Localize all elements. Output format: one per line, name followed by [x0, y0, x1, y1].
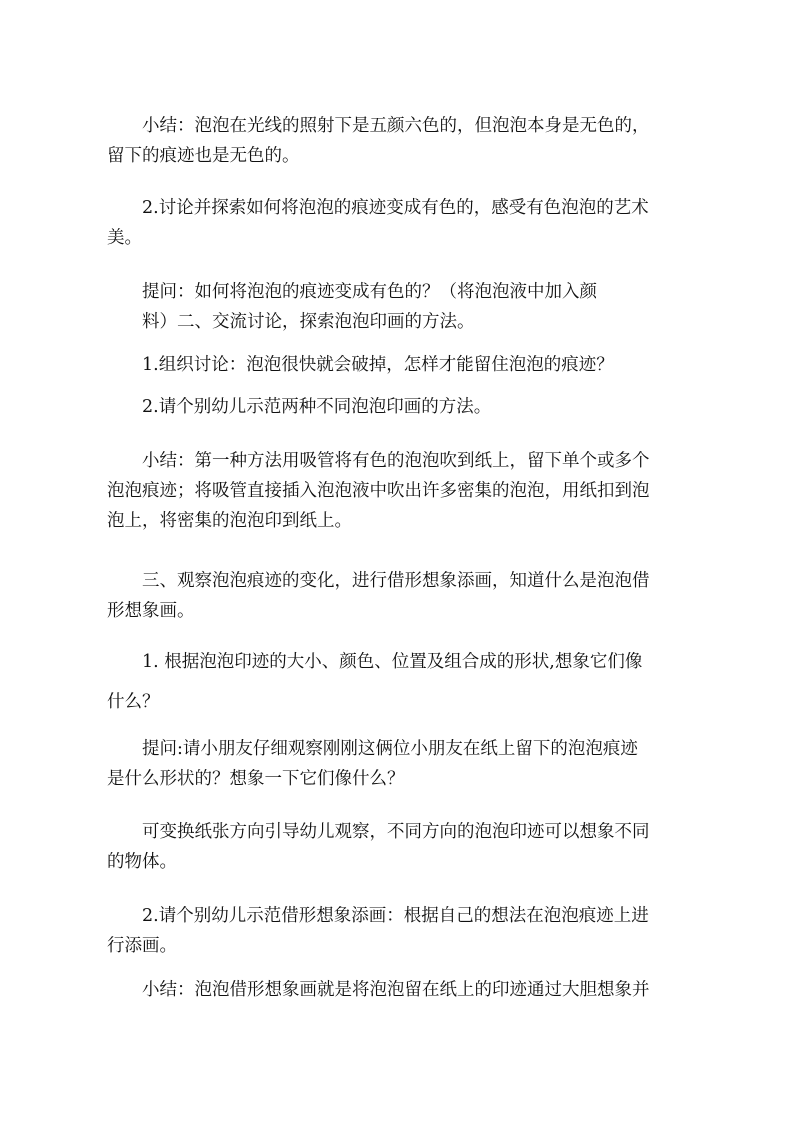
- text-line: 行添画。: [107, 936, 177, 956]
- text-line: 泡上，将密集的泡泡印到纸上。: [107, 511, 352, 531]
- text-line: 2.请个别幼儿示范借形想象添画：根据自己的想法在泡泡痕迹上进: [142, 906, 649, 926]
- text-line: 料）二、交流讨论，探索泡泡印画的方法。: [142, 312, 475, 332]
- paragraph-demo-drawing: [107, 901, 697, 961]
- text-line: 提问：如何将泡泡的痕迹变成有色的？（将泡泡液中加入颜: [142, 282, 597, 302]
- text-line: 小结：第一种方法用吸管将有色的泡泡吹到纸上，留下单个或多个: [142, 451, 650, 471]
- paragraph-section-three: [107, 566, 697, 626]
- text-line: 的物体。: [107, 852, 177, 872]
- text-line: 形想象画。: [107, 601, 195, 621]
- text-line: 2.请个别幼儿示范两种不同泡泡印画的方法。: [142, 397, 492, 417]
- text-line: 三、观察泡泡痕迹的变化，进行借形想象添画，知道什么是泡泡借: [142, 571, 650, 591]
- paragraph-organize-discussion: [107, 350, 697, 380]
- paragraph-summary-methods: [107, 446, 697, 536]
- paragraph-imagine-shapes: [107, 642, 697, 722]
- paragraph-paper-direction: [107, 817, 697, 877]
- text-line: 什么？: [107, 692, 160, 712]
- paragraph-discussion-2: [107, 193, 697, 253]
- text-line: 美。: [107, 228, 142, 248]
- text-line: 泡泡痕迹；将吸管直接插入泡泡液中吹出许多密集的泡泡，用纸扣到泡: [107, 481, 650, 501]
- text-line: 2.讨论并探索如何将泡泡的痕迹变成有色的，感受有色泡泡的艺术: [142, 198, 649, 218]
- paragraph-demo-methods: [107, 392, 697, 422]
- paragraph-question-color: [107, 277, 697, 337]
- text-line: 1. 根据泡泡印迹的大小、颜色、位置及组合成的形状,想象它们像: [142, 652, 643, 672]
- text-line: 是什么形状的？想象一下它们像什么？: [107, 769, 405, 789]
- text-line: 小结：泡泡在光线的照射下是五颜六色的，但泡泡本身是无色的，: [142, 116, 650, 136]
- text-line: 提问:请小朋友仔细观察刚刚这俩位小朋友在纸上留下的泡泡痕迹: [142, 739, 638, 759]
- paragraph-question-observe: [107, 734, 697, 794]
- text-line: 留下的痕迹也是无色的。: [107, 146, 300, 166]
- paragraph-summary-drawing: [107, 975, 697, 1005]
- text-line: 可变换纸张方向引导幼儿观察，不同方向的泡泡印迹可以想象不同: [142, 822, 650, 842]
- text-line: 小结：泡泡借形想象画就是将泡泡留在纸上的印迹通过大胆想象并: [142, 980, 650, 1000]
- text-line: 1.组织讨论：泡泡很快就会破掉，怎样才能留住泡泡的痕迹？: [142, 355, 614, 375]
- paragraph-summary-1: [107, 111, 697, 171]
